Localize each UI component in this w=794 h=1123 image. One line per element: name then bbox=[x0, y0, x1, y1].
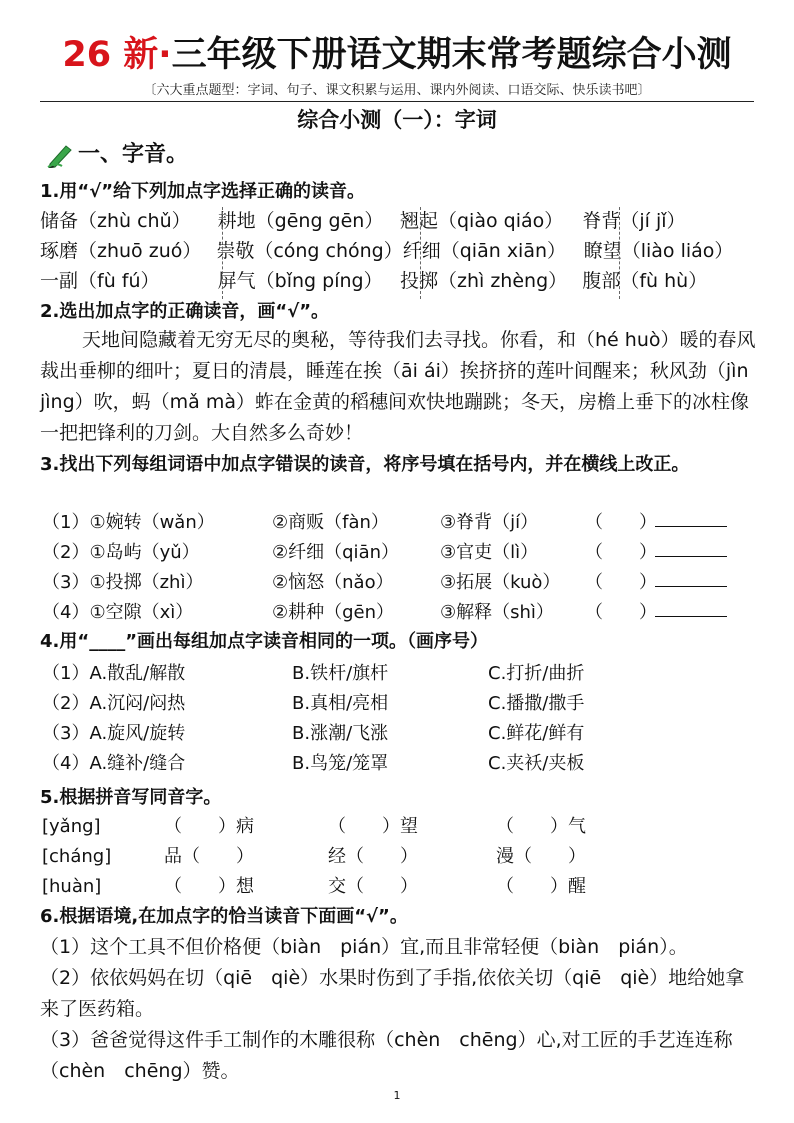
q3-row bbox=[42, 568, 727, 598]
q6-items bbox=[40, 932, 756, 1087]
q5-blank[interactable]: （ ）想 bbox=[164, 876, 254, 897]
answer-bracket[interactable]: （ ） bbox=[585, 572, 657, 593]
column-divider bbox=[222, 207, 223, 299]
answer-line[interactable] bbox=[655, 568, 727, 587]
q4-option[interactable]: C.播撒/撒手 bbox=[488, 693, 585, 714]
pencil-icon bbox=[46, 142, 76, 168]
title-prefix: 26 新· bbox=[62, 35, 172, 75]
q5-row bbox=[42, 842, 586, 872]
part-heading-text: 一、字音。 bbox=[78, 142, 189, 167]
q1-item[interactable]: 纤细（qiān xiān） bbox=[402, 240, 567, 262]
q4-option[interactable]: （2）A.沉闷/闷热 bbox=[42, 693, 186, 714]
q4-option[interactable]: B.铁杆/旗杆 bbox=[292, 663, 389, 684]
page-title bbox=[0, 34, 794, 76]
page-number: 1 bbox=[393, 1089, 401, 1102]
q4-list bbox=[42, 659, 584, 779]
q1-item[interactable]: 脊背（jí jǐ） bbox=[582, 210, 686, 232]
q5-blank[interactable]: 经（ ） bbox=[328, 846, 418, 867]
q4-row bbox=[42, 659, 584, 689]
q4-option[interactable]: （1）A.散乱/解散 bbox=[42, 663, 186, 684]
q5-blank[interactable]: （ ）气 bbox=[496, 816, 586, 837]
q5-blank[interactable]: （ ）病 bbox=[164, 816, 254, 837]
q3-option: ②纤细（qiān） bbox=[272, 542, 400, 563]
q4-option[interactable]: C.夹袄/夹板 bbox=[488, 753, 585, 774]
q1-item[interactable]: 崇敬（cóng chóng） bbox=[216, 240, 403, 262]
section-title: 综合小测（一）：字词 bbox=[297, 108, 497, 132]
q2-passage-text[interactable]: 天地间隐藏着无穷无尽的奥秘，等待我们去寻找。你看，和（hé huò）暖的春风裁出垂柳的细叶；夏日的清晨，睡莲在挨（āi ái）挨挤挤的莲叶间醒来；秋风劲（jìn jìng）吹，蚂（mǎ mà）蚱在金黄的稻穗间欢快地蹦跳；冬天，房檐上垂下的冰柱像一把把锋利的刀剑。大自然多么奇妙！ bbox=[40, 329, 756, 444]
q4-option[interactable]: B.真相/亮相 bbox=[292, 693, 389, 714]
q5-blank[interactable]: （ ）醒 bbox=[496, 876, 586, 897]
pinyin-label: [cháng] bbox=[42, 846, 112, 867]
pinyin-label: [huàn] bbox=[42, 876, 102, 897]
column-divider bbox=[619, 207, 620, 299]
q3-option: （2）①岛屿（yǔ） bbox=[42, 542, 200, 563]
q3-option: ②商贩（fàn） bbox=[272, 512, 389, 533]
answer-line[interactable] bbox=[655, 598, 727, 617]
q3-title: 3.找出下列每组词语中加点字错误的读音，将序号填在括号内，并在横线上改正。 bbox=[40, 454, 690, 475]
answer-line[interactable] bbox=[655, 538, 727, 557]
q5-blank[interactable]: 品（ ） bbox=[164, 846, 254, 867]
title-main: 三年级下册语文期末常考题综合小测 bbox=[171, 35, 732, 75]
q1-item[interactable]: 一副（fù fú） bbox=[40, 270, 160, 292]
q6-item[interactable]: （3）爸爸觉得这件手工制作的木雕很称（chèn chēng）心,对工匠的手艺连连称（chèn chēng）赞。 bbox=[40, 1029, 733, 1082]
q1-item[interactable]: 投掷（zhì zhèng） bbox=[400, 270, 568, 292]
q6-title: 6.根据语境,在加点字的恰当读音下面画“√”。 bbox=[40, 906, 408, 927]
answer-bracket[interactable]: （ ） bbox=[585, 602, 657, 623]
q1-item[interactable]: 耕地（gēng gēn） bbox=[217, 210, 384, 232]
q1-item[interactable]: 腹部（fù hù） bbox=[582, 270, 708, 292]
q1-item[interactable]: 琢磨（zhuō zuó） bbox=[40, 240, 202, 262]
q5-blank[interactable]: （ ）望 bbox=[328, 816, 418, 837]
q1-grid bbox=[40, 206, 760, 296]
q1-item[interactable]: 屏气（bǐng píng） bbox=[217, 270, 383, 292]
pinyin-label: [yǎng] bbox=[42, 816, 101, 837]
q4-row bbox=[42, 689, 584, 719]
q1-row bbox=[40, 236, 760, 266]
q5-row bbox=[42, 812, 586, 842]
q6-item[interactable]: （1）这个工具不但价格便（biàn pián）宜,而且非常轻便（biàn pián）。 bbox=[40, 936, 688, 958]
q6-item[interactable]: （2）依依妈妈在切（qiē qiè）水果时伤到了手指,依依关切（qiē qiè）地给她拿来了医药箱。 bbox=[40, 967, 745, 1020]
q1-row bbox=[40, 206, 760, 236]
q1-item[interactable]: 储备（zhù chǔ） bbox=[40, 210, 191, 232]
q1-item[interactable]: 瞭望（liào liáo） bbox=[583, 240, 734, 262]
q3-list bbox=[42, 508, 727, 628]
q4-option[interactable]: （3）A.旋风/旋转 bbox=[42, 723, 186, 744]
q3-option: （3）①投掷（zhì） bbox=[42, 572, 204, 593]
q3-row bbox=[42, 508, 727, 538]
q4-option[interactable]: C.鲜花/鲜有 bbox=[488, 723, 585, 744]
q3-option: ②耕种（gēn） bbox=[272, 602, 395, 623]
answer-bracket[interactable]: （ ） bbox=[585, 512, 657, 533]
answer-bracket[interactable]: （ ） bbox=[585, 542, 657, 563]
q5-list bbox=[42, 812, 586, 902]
q1-title: 1.用“√”给下列加点字选择正确的读音。 bbox=[40, 181, 366, 202]
page-subtitle: 〔六大重点题型：字词、句子、课文积累与运用、课内外阅读、口语交际、快乐读书吧〕 bbox=[143, 83, 651, 98]
q4-row bbox=[42, 719, 584, 749]
q3-option: ②恼怒（nǎo） bbox=[272, 572, 394, 593]
q3-row bbox=[42, 538, 727, 568]
q1-row bbox=[40, 266, 760, 296]
q3-option: ③解释（shì） bbox=[440, 602, 554, 623]
q2-title: 2.选出加点字的正确读音，画“√”。 bbox=[40, 301, 330, 322]
part-heading bbox=[46, 140, 188, 170]
q5-blank[interactable]: 交（ ） bbox=[328, 876, 418, 897]
q4-option[interactable]: B.涨潮/飞涨 bbox=[292, 723, 389, 744]
q3-option: （1）①婉转（wǎn） bbox=[42, 512, 215, 533]
q1-item[interactable]: 翘起（qiào qiáo） bbox=[400, 210, 564, 232]
q3-option: （4）①空隙（xì） bbox=[42, 602, 194, 623]
q3-row bbox=[42, 598, 727, 628]
q5-blank[interactable]: 漫（ ） bbox=[496, 846, 586, 867]
q5-title: 5.根据拼音写同音字。 bbox=[40, 787, 222, 808]
q4-option[interactable]: B.鸟笼/笼罩 bbox=[292, 753, 389, 774]
q3-option: ③官吏（lì） bbox=[440, 542, 539, 563]
q4-option[interactable]: C.打折/曲折 bbox=[488, 663, 585, 684]
q5-row bbox=[42, 872, 586, 902]
answer-line[interactable] bbox=[655, 508, 727, 527]
q3-option: ③拓展（kuò） bbox=[440, 572, 561, 593]
q2-passage bbox=[40, 325, 756, 449]
q3-option: ③脊背（jí） bbox=[440, 512, 539, 533]
q4-title: 4.用“____”画出每组加点字读音相同的一项。（画序号） bbox=[40, 631, 489, 652]
q4-option[interactable]: （4）A.缝补/缝合 bbox=[42, 753, 186, 774]
q4-row bbox=[42, 749, 584, 779]
column-divider bbox=[420, 207, 421, 299]
header-divider bbox=[40, 101, 754, 102]
